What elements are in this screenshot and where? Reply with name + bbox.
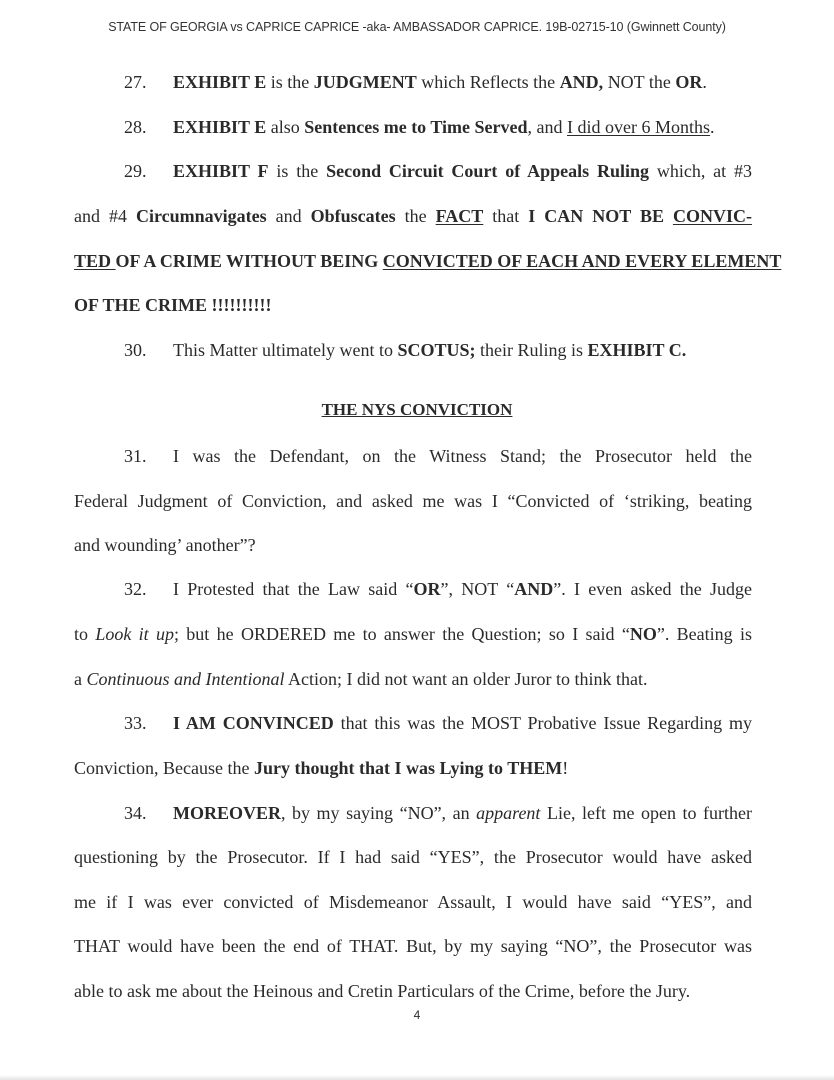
text-run: Look it up [95, 624, 174, 644]
text-run: able to ask me about the Heinous and Cretin Particulars of the Crime, before the Jury. [74, 981, 691, 1001]
text-run: ”. Beating is [656, 624, 752, 644]
text-run: SCOTUS; [397, 340, 476, 360]
text-run: NO [629, 624, 657, 644]
paragraph-line [74, 757, 752, 779]
paragraph-line [74, 490, 752, 512]
text-run: EXHIBIT C. [587, 340, 687, 360]
text-run: CONVICTED OF EACH AND EVERY ELEMENT [382, 251, 782, 271]
text-run: EXHIBIT F [173, 161, 269, 181]
text-run: Federal Judgment of Conviction, and asked me was I “Convicted of ‘striking, beating [74, 491, 752, 511]
text-run: EXHIBIT E [173, 117, 267, 137]
paragraph-first-line [124, 116, 715, 138]
paragraph-line [74, 205, 752, 227]
paragraph-line [74, 623, 752, 645]
text-run: EXHIBIT E [173, 72, 267, 92]
paragraph-first-line [124, 712, 752, 734]
text-run: TED [74, 251, 116, 271]
paragraph-number: 34. [124, 803, 147, 823]
text-run: OR [675, 72, 703, 92]
paragraph-first-line [124, 802, 752, 824]
paragraph-line [74, 668, 752, 690]
text-run: a [74, 669, 87, 689]
paragraph-line [74, 980, 752, 1002]
text-run: me if I was ever convicted of Misdemeanor Assault, I would have said “YES”, and [74, 892, 752, 912]
text-run: Jury thought that I was Lying to THEM [253, 758, 563, 778]
text-run: Conviction, Because the [74, 758, 254, 778]
text-run: OR [413, 579, 441, 599]
paragraph-first-line [124, 160, 752, 182]
paragraph-number: 29. [124, 161, 147, 181]
text-run: ”. I even asked the Judge [553, 579, 752, 599]
text-run: which, at #3 [649, 161, 753, 181]
text-run: . [710, 117, 715, 137]
paragraph-number: 28. [124, 117, 147, 137]
text-run: and #4 [74, 206, 136, 226]
text-run: FACT [435, 206, 484, 226]
text-run: which Reflects the [416, 72, 560, 92]
text-run: Continuous and Intentional [86, 669, 285, 689]
paragraph-number: 30. [124, 340, 147, 360]
text-run: Circumnavigates [135, 206, 267, 226]
text-run: and wounding’ another”? [74, 535, 256, 555]
paragraph-number: 33. [124, 713, 147, 733]
paragraph-number: 31. [124, 446, 147, 466]
text-run: JUDGMENT [313, 72, 417, 92]
paragraph-first-line [124, 578, 752, 600]
document-header: STATE OF GEORGIA vs CAPRICE CAPRICE -aka- AMBASSADOR CAPRICE. 19B-02715-10 (Gwinnett County) [108, 20, 726, 34]
text-run: . [702, 72, 707, 92]
text-run: I Protested that the Law said “ [173, 579, 414, 599]
paragraph-line [74, 250, 782, 272]
text-run: Action; I did not want an older Juror to think that. [284, 669, 648, 689]
paragraph-line [74, 935, 752, 957]
text-run: to [74, 624, 96, 644]
text-run: Sentences me to Time Served [304, 117, 528, 137]
page-bottom-edge [0, 1075, 834, 1080]
paragraph-number: 27. [124, 72, 147, 92]
text-run: I CAN NOT BE [528, 206, 673, 226]
text-run: I was the Defendant, on the Witness Stand; the Prosecutor held the [173, 446, 752, 466]
text-run: ; but he ORDERED me to answer the Question; so I said “ [173, 624, 630, 644]
text-run: that [483, 206, 529, 226]
text-run: I AM CONVINCED [173, 713, 334, 733]
paragraph-number: 32. [124, 579, 147, 599]
text-run: Second Circuit Court of Appeals Ruling [326, 161, 649, 181]
paragraph-line [74, 891, 752, 913]
text-run: ! [562, 758, 569, 778]
text-run: AND, [559, 72, 604, 92]
paragraph-line [74, 294, 752, 316]
paragraph-first-line [124, 339, 686, 361]
text-run: OF THE CRIME !!!!!!!!!! [74, 295, 272, 315]
text-run: Obfuscates [310, 206, 396, 226]
text-run: their Ruling is [475, 340, 588, 360]
text-run: is the [268, 161, 327, 181]
text-run: , by my saying “NO”, an [281, 803, 477, 823]
paragraph-first-line [124, 71, 707, 93]
text-run: also [266, 117, 305, 137]
text-run: and [266, 206, 311, 226]
paragraph-line [74, 534, 752, 556]
text-run: , and [527, 117, 568, 137]
text-run: that this was the MOST Probative Issue Regarding my [333, 713, 753, 733]
text-run: is the [266, 72, 314, 92]
section-heading: THE NYS CONVICTION [321, 400, 513, 419]
text-run: I did over 6 Months [567, 117, 711, 137]
paragraph-first-line [124, 445, 752, 467]
text-run: Lie, left me open to further [540, 803, 752, 823]
text-run: apparent [476, 803, 541, 823]
paragraph-line [74, 846, 752, 868]
text-run: ”, NOT “ [440, 579, 515, 599]
text-run: the [395, 206, 436, 226]
text-run: THAT would have been the end of THAT. But, by my saying “NO”, the Prosecutor was [74, 936, 752, 956]
text-run: AND [514, 579, 554, 599]
text-run: questioning by the Prosecutor. If I had said “YES”, the Prosecutor would have asked [74, 847, 752, 867]
text-run: MOREOVER [173, 803, 281, 823]
text-run: This Matter ultimately went to [173, 340, 398, 360]
text-run: OF A CRIME WITHOUT BEING [115, 251, 383, 271]
text-run: NOT the [603, 72, 676, 92]
page-number: 4 [413, 1008, 421, 1022]
text-run: CONVIC- [672, 206, 752, 226]
